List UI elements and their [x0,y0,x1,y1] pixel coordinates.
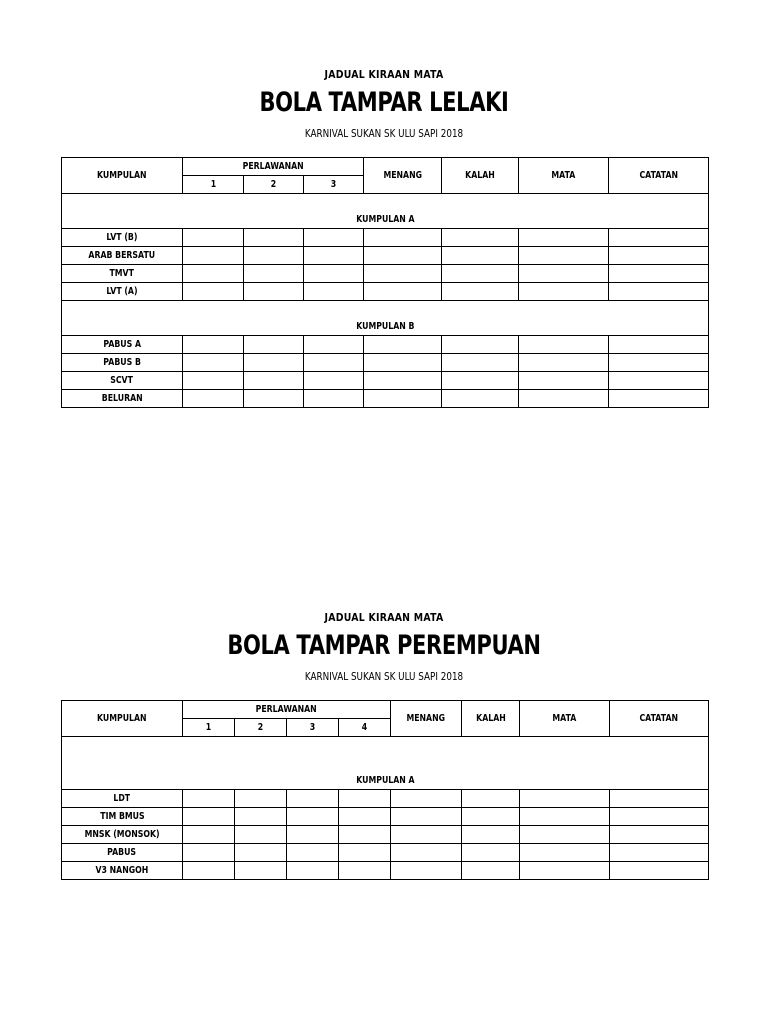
score-cell[interactable] [287,808,339,826]
score-cell[interactable] [287,826,339,844]
score-cell[interactable] [183,808,235,826]
score-cell[interactable] [183,283,244,301]
score-cell[interactable] [442,247,519,265]
score-cell[interactable] [520,826,610,844]
header-match-number: 2 [244,176,304,194]
score-cell[interactable] [183,372,244,390]
header-mata: MATA [519,158,609,194]
score-cell[interactable] [442,390,519,408]
score-cell[interactable] [244,336,304,354]
score-cell[interactable] [235,826,287,844]
score-cell[interactable] [364,354,442,372]
score-cell[interactable] [609,229,709,247]
sheet-subtitle: JADUAL KIRAAN MATA [324,611,444,624]
score-cell[interactable] [304,229,364,247]
team-name: ARAB BERSATU [62,247,183,265]
score-cell[interactable] [462,790,520,808]
team-name: V3 NANGOH [62,862,183,880]
score-cell[interactable] [235,790,287,808]
header-perlawanan: PERLAWANAN [183,701,391,719]
score-cell[interactable] [391,808,462,826]
score-cell[interactable] [364,265,442,283]
score-cell[interactable] [339,826,391,844]
group-heading: KUMPULAN A [62,194,709,229]
team-name: LVT (A) [62,283,183,301]
sheet-title: BOLA TAMPAR LELAKI [259,87,509,118]
score-cell[interactable] [304,247,364,265]
header-match-number: 4 [339,719,391,737]
score-cell[interactable] [391,826,462,844]
score-cell[interactable] [287,862,339,880]
score-cell[interactable] [364,283,442,301]
score-cell[interactable] [609,336,709,354]
header-catatan: CATATAN [609,158,709,194]
header-perlawanan: PERLAWANAN [183,158,364,176]
table-row [62,372,709,390]
score-cell[interactable] [462,844,520,862]
score-cell[interactable] [244,354,304,372]
score-cell[interactable] [391,844,462,862]
score-cell[interactable] [183,229,244,247]
score-cell[interactable] [235,844,287,862]
score-cell[interactable] [183,390,244,408]
table-row [62,862,709,880]
score-cell[interactable] [610,862,709,880]
score-cell[interactable] [287,790,339,808]
score-cell[interactable] [235,862,287,880]
score-cell[interactable] [610,808,709,826]
score-cell[interactable] [339,862,391,880]
header-menang: MENANG [364,158,442,194]
score-cell[interactable] [364,247,442,265]
team-name: PABUS B [62,354,183,372]
score-cell[interactable] [462,826,520,844]
team-name: PABUS A [62,336,183,354]
score-cell[interactable] [609,390,709,408]
table-row [62,229,709,247]
team-name: LDT [62,790,183,808]
score-cell[interactable] [183,336,244,354]
table-row [62,826,709,844]
team-name: TMVT [62,265,183,283]
score-cell[interactable] [610,790,709,808]
score-cell[interactable] [519,372,609,390]
score-cell[interactable] [304,265,364,283]
score-cell[interactable] [519,354,609,372]
score-cell[interactable] [519,265,609,283]
header-match-number: 3 [287,719,339,737]
team-name: TIM BMUS [62,808,183,826]
score-cell[interactable] [339,790,391,808]
table-row [62,390,709,408]
header-match-number: 3 [304,176,364,194]
score-cell[interactable] [520,808,610,826]
score-cell[interactable] [304,283,364,301]
score-cell[interactable] [609,283,709,301]
score-cell[interactable] [610,844,709,862]
score-cell[interactable] [462,808,520,826]
score-cell[interactable] [391,790,462,808]
score-cell[interactable] [183,844,235,862]
score-cell[interactable] [442,283,519,301]
score-cell[interactable] [339,808,391,826]
event-name: KARNIVAL SUKAN SK ULU SAPI 2018 [304,127,464,140]
score-cell[interactable] [364,390,442,408]
table-row [62,844,709,862]
team-name: MNSK (MONSOK) [62,826,183,844]
score-cell[interactable] [183,354,244,372]
score-cell[interactable] [304,372,364,390]
score-cell[interactable] [304,336,364,354]
score-table [61,700,709,880]
score-cell[interactable] [364,372,442,390]
table-row [62,283,709,301]
score-cell[interactable] [442,372,519,390]
group-heading: KUMPULAN A [62,737,709,790]
table-row [62,354,709,372]
score-cell[interactable] [609,354,709,372]
score-cell[interactable] [610,826,709,844]
table-row [62,336,709,354]
score-cell[interactable] [244,265,304,283]
score-cell[interactable] [442,354,519,372]
score-cell[interactable] [609,247,709,265]
header-kalah: KALAH [442,158,519,194]
score-cell[interactable] [244,247,304,265]
score-cell[interactable] [442,265,519,283]
score-cell[interactable] [364,336,442,354]
header-catatan: CATATAN [610,701,709,737]
score-cell[interactable] [442,229,519,247]
team-name: LVT (B) [62,229,183,247]
score-cell[interactable] [235,808,287,826]
score-cell[interactable] [183,247,244,265]
score-cell[interactable] [244,372,304,390]
score-cell[interactable] [244,390,304,408]
score-cell[interactable] [339,844,391,862]
score-cell[interactable] [364,229,442,247]
event-name: KARNIVAL SUKAN SK ULU SAPI 2018 [304,670,464,683]
score-cell[interactable] [519,247,609,265]
score-cell[interactable] [442,336,519,354]
team-name: PABUS [62,844,183,862]
header-match-number: 1 [183,719,235,737]
score-cell[interactable] [462,862,520,880]
header-menang: MENANG [391,701,462,737]
score-cell[interactable] [304,390,364,408]
sheet-subtitle: JADUAL KIRAAN MATA [324,68,444,81]
table-row [62,808,709,826]
sheet-title: BOLA TAMPAR PEREMPUAN [227,630,541,661]
table-row [62,247,709,265]
score-cell[interactable] [609,372,709,390]
team-name: BELURAN [62,390,183,408]
score-cell[interactable] [183,862,235,880]
score-cell[interactable] [609,265,709,283]
header-kumpulan: KUMPULAN [62,158,183,194]
header-kalah: KALAH [462,701,520,737]
score-cell[interactable] [391,862,462,880]
table-row [62,790,709,808]
score-cell[interactable] [519,229,609,247]
score-cell[interactable] [183,265,244,283]
header-kumpulan: KUMPULAN [62,701,183,737]
score-cell[interactable] [244,229,304,247]
score-cell[interactable] [244,283,304,301]
score-cell[interactable] [519,283,609,301]
score-cell[interactable] [183,826,235,844]
score-cell[interactable] [519,336,609,354]
score-cell[interactable] [183,790,235,808]
score-cell[interactable] [520,790,610,808]
team-name: SCVT [62,372,183,390]
score-cell[interactable] [304,354,364,372]
score-cell[interactable] [287,844,339,862]
table-row [62,265,709,283]
header-match-number: 2 [235,719,287,737]
group-heading: KUMPULAN B [62,301,709,336]
score-cell[interactable] [519,390,609,408]
score-cell[interactable] [520,844,610,862]
header-match-number: 1 [183,176,244,194]
header-mata: MATA [520,701,610,737]
score-cell[interactable] [520,862,610,880]
score-table [61,157,709,408]
